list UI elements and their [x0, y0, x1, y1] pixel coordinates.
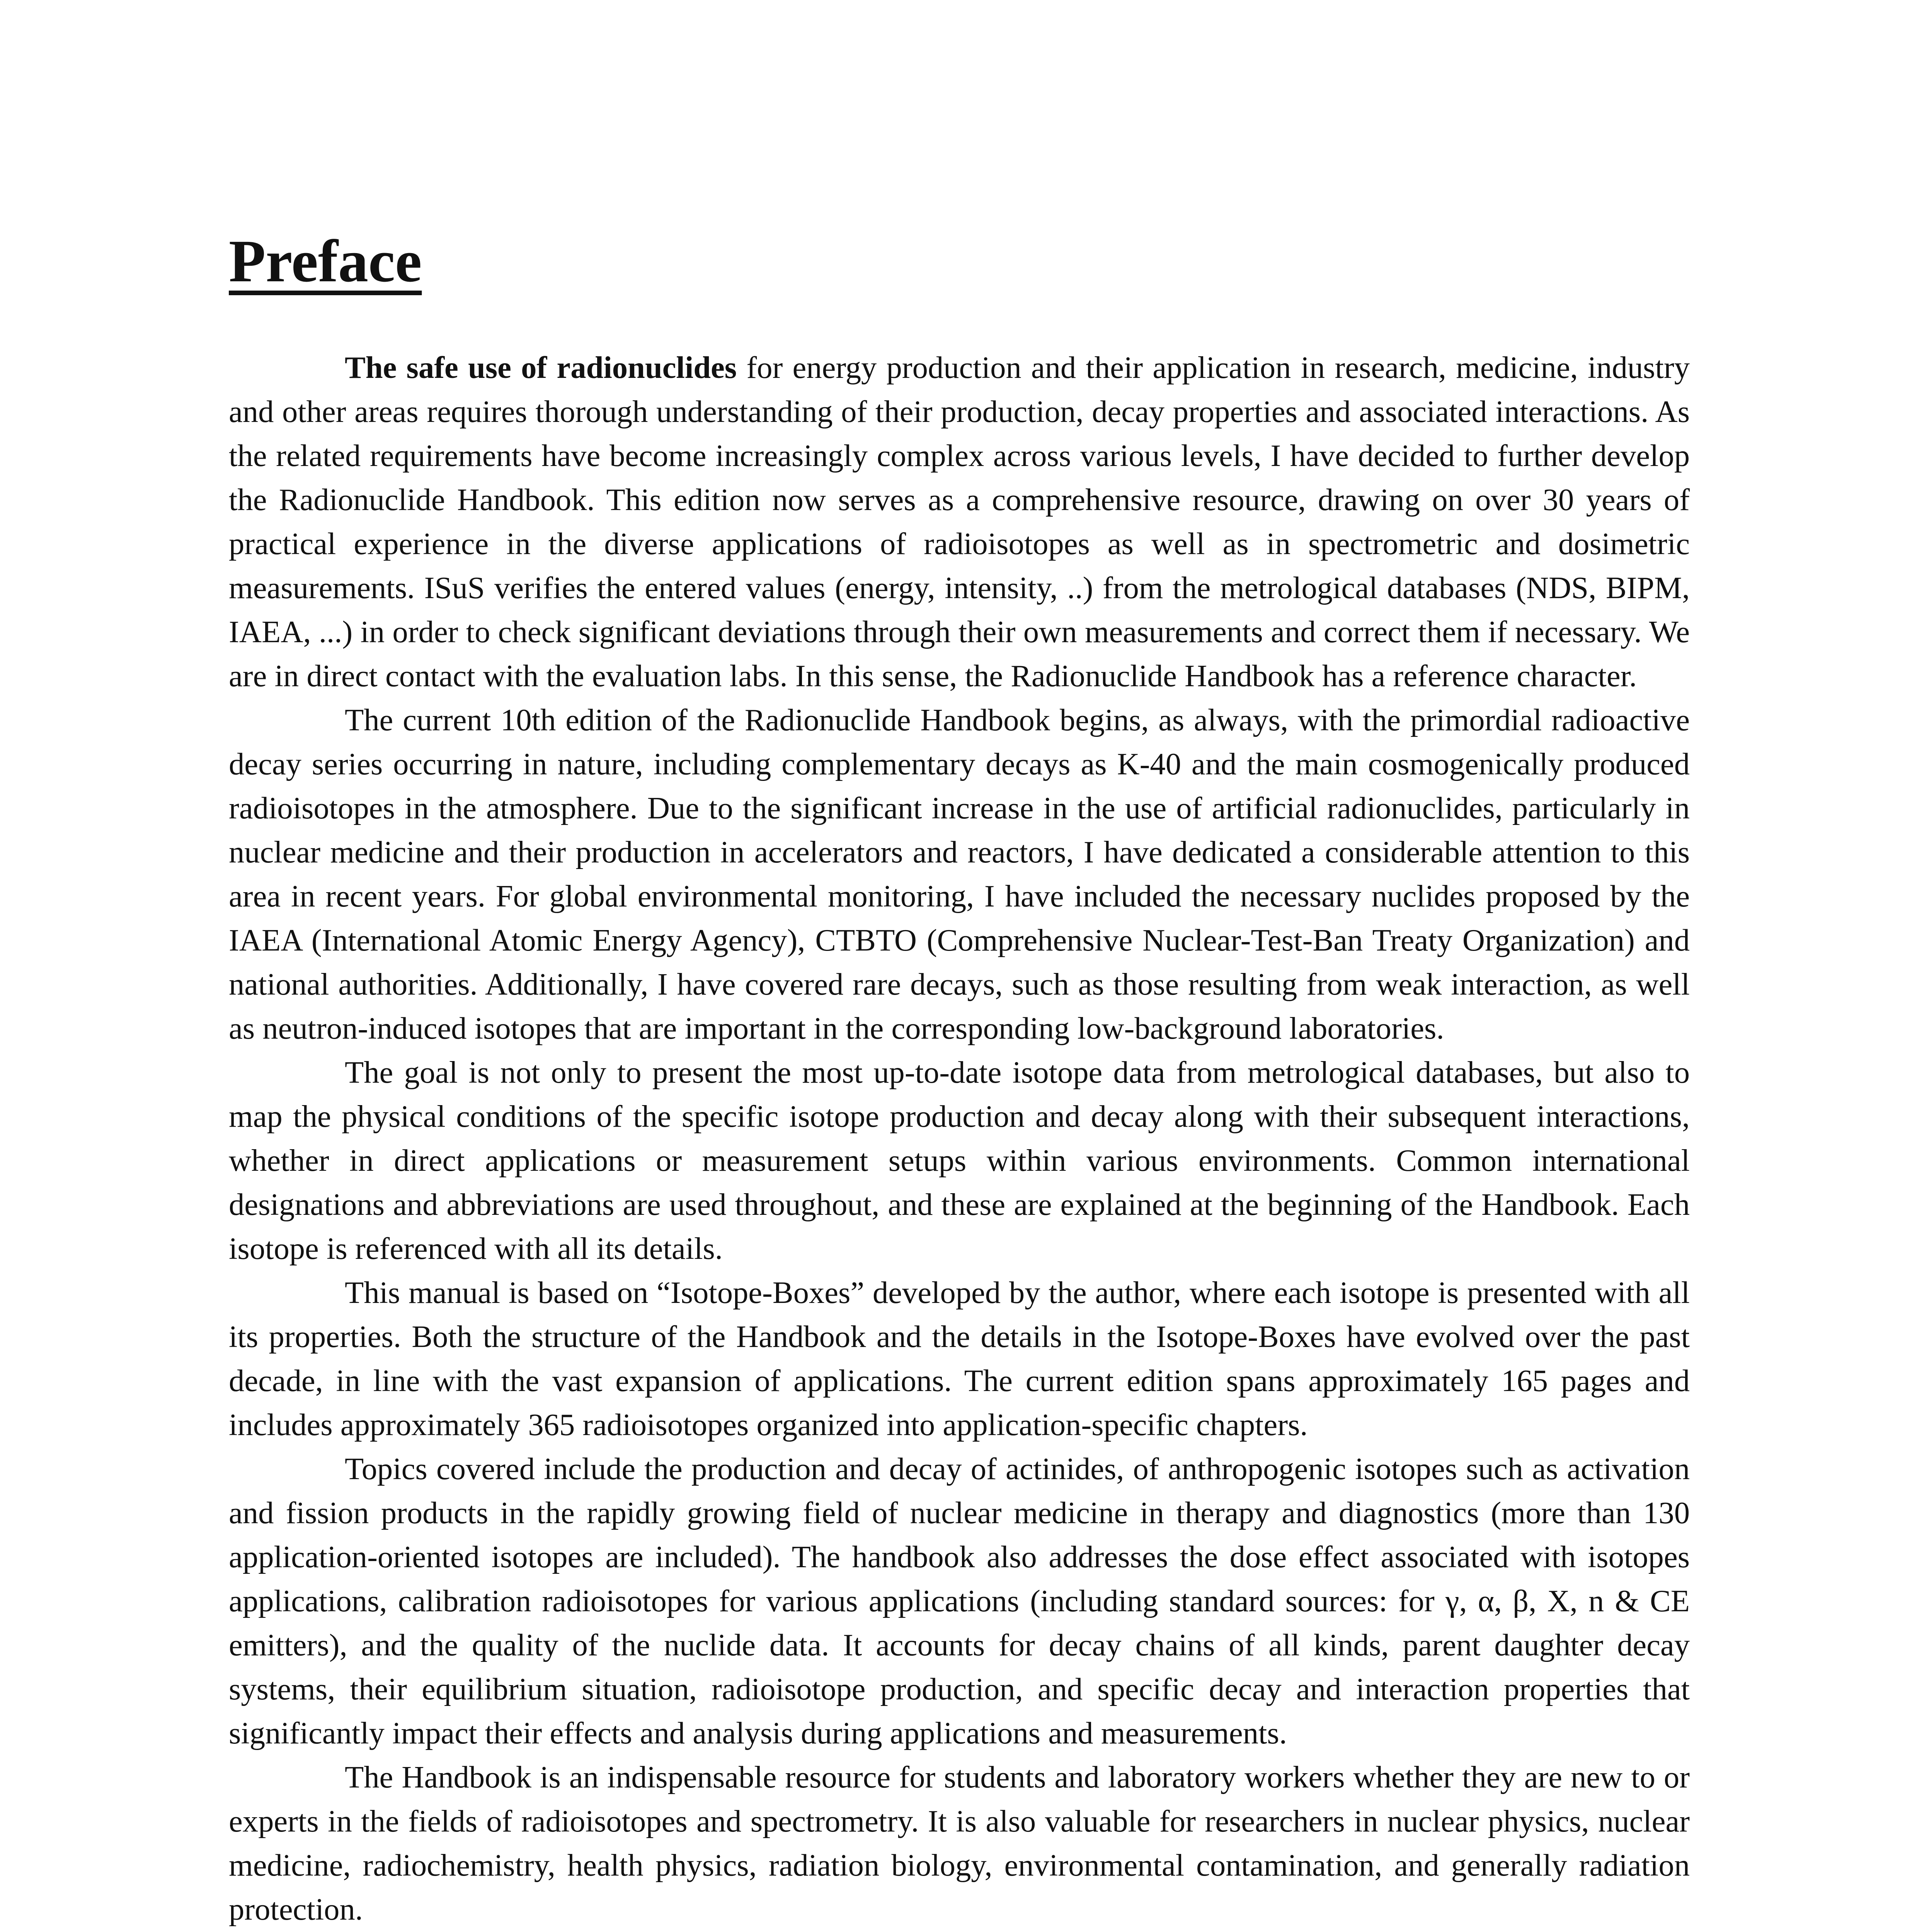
paragraph	[229, 698, 1690, 1051]
paragraph-text: for energy production and their application in research, medicine, industry and other areas requires thorough understanding of their production, decay properties and associated interactions. As the related requirements have become increasingly complex across various levels, I have decided to further develop the Radionuclide Handbook. This edition now serves as a comprehensive resource, drawing on over 30 years of practical experience in the diverse applications of radioisotopes as well as in spectrometric and dosimetric measurements. ISuS verifies the entered values (energy, intensity, ..) from the metrological databases (NDS, BIPM, IAEA, ...) in order to check significant deviations through their own measurements and correct them if necessary. We are in direct contact with the evaluation labs. In this sense, the Radionuclide Handbook has a reference character.	[229, 350, 1690, 693]
paragraph-text: The current 10th edition of the Radionuclide Handbook begins, as always, with the primordial radioactive decay series occurring in nature, including complementary decays as K-40 and the main cosmogenically produced radioisotopes in the atmosphere. Due to the significant increase in the use of artificial radionuclides, particularly in nuclear medicine and their production in accelerators and reactors, I have dedicated a considerable attention to this area in recent years. For global environmental monitoring, I have included the necessary nuclides proposed by the IAEA (International Atomic Energy Agency), CTBTO (Comprehensive Nuclear-Test-Ban Treaty Organization) and national authorities. Additionally, I have covered rare decays, such as those resulting from weak interaction, as well as neutron-induced isotopes that are important in the corresponding low-background laboratories.	[229, 703, 1690, 1046]
paragraph	[229, 1447, 1690, 1755]
paragraph	[229, 1271, 1690, 1447]
paragraph-text: The goal is not only to present the most up-to-date isotope data from metrological databases, but also to map the physical conditions of the specific isotope production and decay along with their subsequent interactions, whether in direct applications or measurement setups within various environments. Common international designations and abbreviations are used throughout, and these are explained at the beginning of the Handbook. Each isotope is referenced with all its details.	[229, 1055, 1690, 1266]
page-title: Preface	[229, 228, 422, 294]
paragraph-text: This manual is based on “Isotope-Boxes” developed by the author, where each isotope is presented with all its properties. Both the structure of the Handbook and the details in the Isotope-Boxes have evolved over the past decade, in line with the vast expansion of applications. The current edition spans approximately 165 pages and includes approximately 365 radioisotopes organized into application-specific chapters.	[229, 1276, 1690, 1442]
paragraph	[229, 346, 1690, 698]
paragraph-text: Topics covered include the production and decay of actinides, of anthropogenic isotopes such as activation and fission products in the rapidly growing field of nuclear medicine in therapy and diagnostics (more than 130 application-oriented isotopes are included). The handbook also addresses the dose effect associated with isotopes applications, calibration radioisotopes for various applications (including standard sources: for γ, α, β, X, n & CE emitters), and the quality of the nuclide data. It accounts for decay chains of all kinds, parent daughter decay systems, their equilibrium situation, radioisotope production, and specific decay and interaction properties that significantly impact their effects and analysis during applications and measurements.	[229, 1452, 1690, 1750]
paragraph	[229, 1755, 1690, 1932]
paragraph	[229, 1051, 1690, 1271]
preface-body	[229, 346, 1690, 1932]
paragraph-lead-bold: The safe use of radionuclides	[345, 350, 737, 385]
paragraph-text: The Handbook is an indispensable resource for students and laboratory workers whether they are new to or experts in the fields of radioisotopes and spectrometry. It is also valuable for researchers in nuclear physics, nuclear medicine, radiochemistry, health physics, radiation biology, environmental contamination, and generally radiation protection.	[229, 1760, 1690, 1927]
